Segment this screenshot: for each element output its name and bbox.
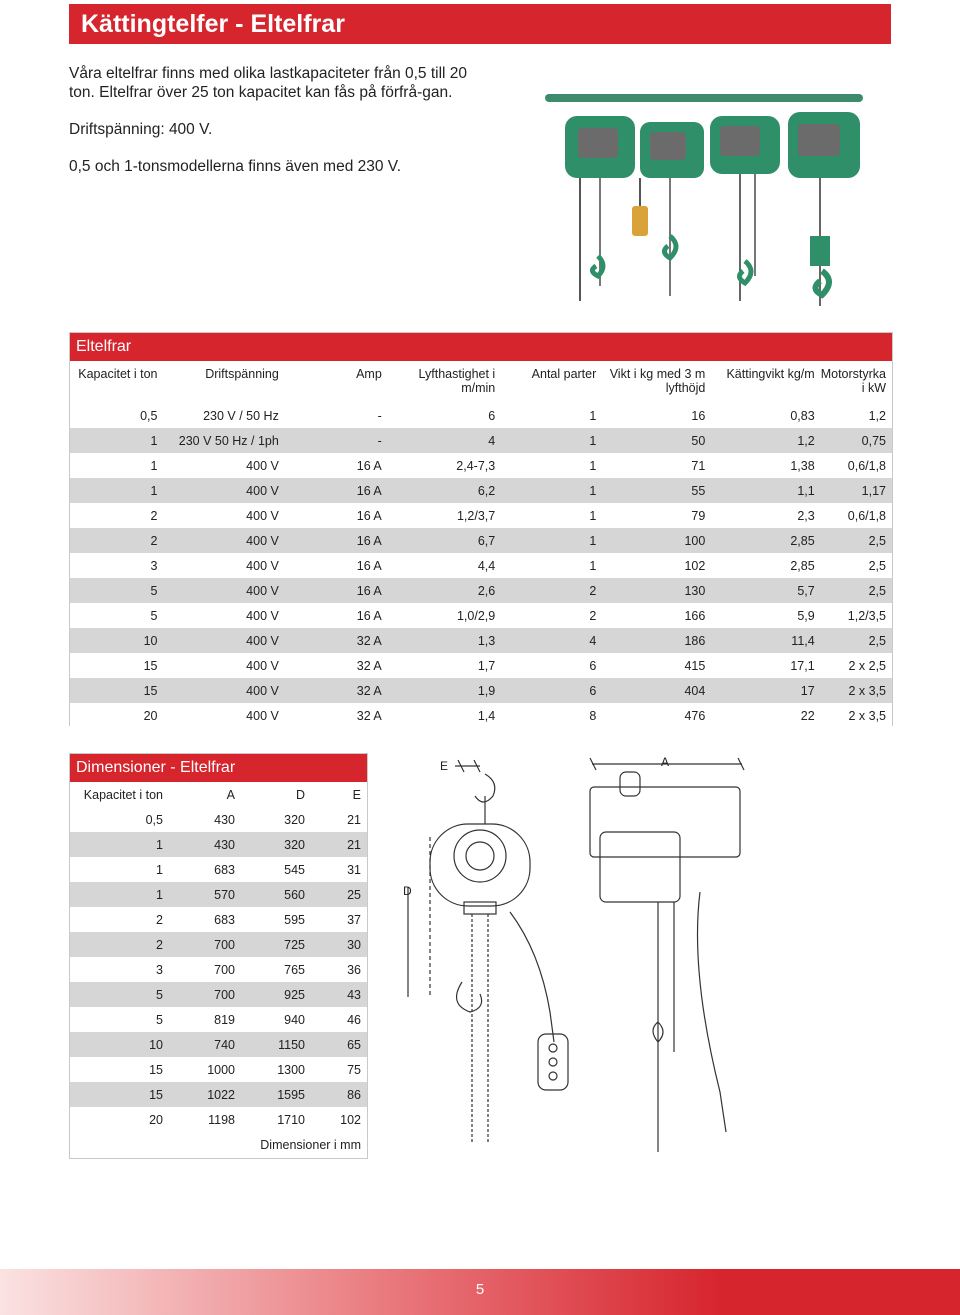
table-cell: 16 A	[285, 503, 388, 528]
hoist-row	[70, 478, 892, 503]
dims-header-a: A	[226, 787, 235, 802]
hoist-row	[70, 528, 892, 553]
table-cell: 130	[602, 578, 711, 603]
dims-row	[70, 982, 367, 1007]
table-cell: 320	[241, 832, 311, 857]
hoist-header-row	[70, 361, 892, 403]
table-cell: 186	[602, 628, 711, 653]
table-cell: 476	[602, 703, 711, 728]
hoist-row	[70, 453, 892, 478]
table-cell: 25	[311, 882, 367, 907]
label-e: E	[440, 759, 449, 773]
dims-header-row	[70, 782, 367, 807]
table-cell: 102	[602, 553, 711, 578]
table-cell: 6	[501, 653, 602, 678]
table-cell: 400 V	[163, 603, 284, 628]
table-cell: 21	[311, 807, 367, 832]
table-cell: 100	[602, 528, 711, 553]
table-cell: 5,7	[711, 578, 820, 603]
table-cell: 0,6/1,8	[821, 453, 892, 478]
table-cell: 0,75	[821, 428, 892, 453]
dims-row	[70, 857, 367, 882]
table-cell: 5	[70, 603, 163, 628]
dims-row	[70, 957, 367, 982]
hoist-row	[70, 653, 892, 678]
table-cell: 2 x 3,5	[821, 703, 892, 728]
dims-header-d: D	[295, 787, 305, 802]
table-cell: 166	[602, 603, 711, 628]
table-cell: 1,2	[711, 428, 820, 453]
table-cell: 31	[311, 857, 367, 882]
table-cell: 0,6/1,8	[821, 503, 892, 528]
table-cell: 765	[241, 957, 311, 982]
table-cell: 2,4-7,3	[388, 453, 501, 478]
table-cell: 2	[501, 578, 602, 603]
table-cell: 415	[602, 653, 711, 678]
table-cell: 1,9	[388, 678, 501, 703]
table-cell: 230 V / 50 Hz	[163, 403, 284, 428]
table-cell: 8	[501, 703, 602, 728]
table-cell: 1	[70, 832, 169, 857]
hoist-row	[70, 553, 892, 578]
table-cell: -	[285, 428, 388, 453]
dims-header-capacity: Kapacitet i ton	[83, 787, 163, 802]
table-cell: 320	[241, 807, 311, 832]
table-cell: 1	[70, 428, 163, 453]
table-cell: 570	[169, 882, 241, 907]
header-chain-weight: Kättingvikt kg/m	[726, 367, 815, 381]
table-cell: 22	[711, 703, 820, 728]
table-cell: 15	[70, 1082, 169, 1107]
table-cell: 1	[70, 882, 169, 907]
intro-paragraph-2: Driftspänning: 400 V.	[69, 121, 213, 138]
hoist-row	[70, 678, 892, 703]
table-cell: 32 A	[285, 678, 388, 703]
table-cell: 2,5	[821, 553, 892, 578]
table-cell: 6,7	[388, 528, 501, 553]
table-cell: 4	[388, 428, 501, 453]
table-cell: 925	[241, 982, 311, 1007]
table-cell: 1000	[169, 1057, 241, 1082]
table-cell: 400 V	[163, 478, 284, 503]
hoist-row	[70, 628, 892, 653]
dims-row	[70, 1007, 367, 1032]
hoist-photo	[540, 86, 865, 316]
table-cell: 404	[602, 678, 711, 703]
table-cell: 16	[602, 403, 711, 428]
hoist-table-title: Eltelfrar	[70, 333, 892, 361]
header-parts: Antal parter	[531, 367, 597, 381]
table-cell: 2	[70, 932, 169, 957]
table-cell: 1,2/3,7	[388, 503, 501, 528]
table-cell: 71	[602, 453, 711, 478]
table-cell: 400 V	[163, 528, 284, 553]
table-cell: 16 A	[285, 528, 388, 553]
table-cell: 32 A	[285, 628, 388, 653]
table-cell: 400 V	[163, 553, 284, 578]
table-cell: 5	[70, 1007, 169, 1032]
dimension-drawing	[400, 752, 760, 1162]
intro-paragraph-1: Våra eltelfrar finns med olika lastkapaciteter från 0,5 till 20 ton. Eltelfrar över 25 ton kapacitet kan fås på förfrå-gan.	[69, 65, 468, 101]
table-cell: 1	[501, 453, 602, 478]
table-cell: 1	[70, 857, 169, 882]
label-d: D	[403, 884, 412, 898]
title-bar	[69, 4, 891, 44]
header-lift-speed: Lyfthastighet i m/min	[418, 367, 496, 395]
table-cell: 3	[70, 553, 163, 578]
table-cell: -	[285, 403, 388, 428]
page-footer	[0, 1269, 960, 1315]
table-cell: 1,7	[388, 653, 501, 678]
table-cell: 1	[501, 503, 602, 528]
hoist-spec-table	[69, 332, 893, 726]
dims-row	[70, 1082, 367, 1107]
table-cell: 1,2/3,5	[821, 603, 892, 628]
table-cell: 700	[169, 957, 241, 982]
page-title: Kättingtelfer - Eltelfrar	[81, 10, 345, 38]
table-cell: 740	[169, 1032, 241, 1057]
table-cell: 1710	[241, 1107, 311, 1132]
table-cell: 30	[311, 932, 367, 957]
table-cell: 1	[70, 478, 163, 503]
header-weight: Vikt i kg med 3 m lyfthöjd	[609, 367, 706, 395]
table-cell: 400 V	[163, 628, 284, 653]
table-cell: 4,4	[388, 553, 501, 578]
table-cell: 17,1	[711, 653, 820, 678]
table-cell: 102	[311, 1107, 367, 1132]
dims-row	[70, 907, 367, 932]
table-cell: 10	[70, 1032, 169, 1057]
table-cell: 1,1	[711, 478, 820, 503]
table-cell: 683	[169, 907, 241, 932]
table-cell: 400 V	[163, 578, 284, 603]
table-cell: 1150	[241, 1032, 311, 1057]
table-cell: 75	[311, 1057, 367, 1082]
hoist-row	[70, 603, 892, 628]
table-cell: 15	[70, 653, 163, 678]
dims-row	[70, 1107, 367, 1132]
header-voltage: Driftspänning	[205, 367, 279, 381]
table-cell: 2	[501, 603, 602, 628]
table-cell: 17	[711, 678, 820, 703]
table-cell: 1,3	[388, 628, 501, 653]
dims-row	[70, 832, 367, 857]
table-cell: 6	[388, 403, 501, 428]
table-cell: 55	[602, 478, 711, 503]
table-cell: 1300	[241, 1057, 311, 1082]
table-cell: 683	[169, 857, 241, 882]
table-cell: 0,5	[70, 807, 169, 832]
table-cell: 86	[311, 1082, 367, 1107]
dims-footnote: Dimensioner i mm	[260, 1137, 361, 1152]
table-cell: 1198	[169, 1107, 241, 1132]
table-cell: 725	[241, 932, 311, 957]
table-cell: 15	[70, 678, 163, 703]
table-cell: 595	[241, 907, 311, 932]
header-motor: Motorstyrka i kW	[820, 367, 886, 395]
table-cell: 1	[501, 428, 602, 453]
table-cell: 1	[501, 528, 602, 553]
hoist-row	[70, 403, 892, 428]
intro-text	[69, 64, 489, 176]
table-cell: 16 A	[285, 478, 388, 503]
table-cell: 1	[70, 453, 163, 478]
table-cell: 50	[602, 428, 711, 453]
table-cell: 6,2	[388, 478, 501, 503]
table-cell: 2	[70, 528, 163, 553]
dims-row	[70, 1057, 367, 1082]
table-cell: 46	[311, 1007, 367, 1032]
table-cell: 36	[311, 957, 367, 982]
table-cell: 430	[169, 832, 241, 857]
header-amp: Amp	[356, 367, 382, 381]
hoist-row	[70, 578, 892, 603]
dims-table-title: Dimensioner - Eltelfrar	[70, 754, 367, 782]
page-number: 5	[475, 1281, 485, 1298]
table-cell: 43	[311, 982, 367, 1007]
table-cell: 16 A	[285, 453, 388, 478]
table-cell: 11,4	[711, 628, 820, 653]
table-cell: 1,38	[711, 453, 820, 478]
table-cell: 2	[70, 907, 169, 932]
table-cell: 6	[501, 678, 602, 703]
dims-row	[70, 882, 367, 907]
table-cell: 65	[311, 1032, 367, 1057]
table-cell: 700	[169, 932, 241, 957]
table-cell: 560	[241, 882, 311, 907]
hoist-row	[70, 428, 892, 453]
table-cell: 2,5	[821, 528, 892, 553]
label-a: A	[661, 755, 670, 769]
table-cell: 10	[70, 628, 163, 653]
table-cell: 1595	[241, 1082, 311, 1107]
table-cell: 940	[241, 1007, 311, 1032]
table-cell: 0,5	[70, 403, 163, 428]
hoist-row	[70, 703, 892, 728]
table-cell: 2 x 2,5	[821, 653, 892, 678]
dims-row	[70, 932, 367, 957]
table-cell: 16 A	[285, 603, 388, 628]
hoist-row	[70, 503, 892, 528]
table-cell: 1,4	[388, 703, 501, 728]
table-cell: 400 V	[163, 453, 284, 478]
table-cell: 2,5	[821, 578, 892, 603]
table-cell: 1	[501, 553, 602, 578]
table-cell: 400 V	[163, 703, 284, 728]
table-cell: 2	[70, 503, 163, 528]
table-cell: 2,85	[711, 528, 820, 553]
table-cell: 15	[70, 1057, 169, 1082]
table-cell: 545	[241, 857, 311, 882]
table-cell: 1,17	[821, 478, 892, 503]
dimensions-table	[69, 753, 368, 1159]
table-cell: 4	[501, 628, 602, 653]
table-cell: 20	[70, 703, 163, 728]
table-cell: 5,9	[711, 603, 820, 628]
table-cell: 700	[169, 982, 241, 1007]
table-cell: 2,85	[711, 553, 820, 578]
header-capacity: Kapacitet i ton	[78, 367, 158, 381]
table-cell: 2 x 3,5	[821, 678, 892, 703]
table-cell: 400 V	[163, 678, 284, 703]
dims-row	[70, 807, 367, 832]
table-cell: 79	[602, 503, 711, 528]
table-cell: 32 A	[285, 653, 388, 678]
table-cell: 37	[311, 907, 367, 932]
table-cell: 400 V	[163, 503, 284, 528]
table-cell: 16 A	[285, 578, 388, 603]
table-cell: 230 V 50 Hz / 1ph	[163, 428, 284, 453]
table-cell: 430	[169, 807, 241, 832]
table-cell: 20	[70, 1107, 169, 1132]
table-cell: 2,3	[711, 503, 820, 528]
table-cell: 1	[501, 478, 602, 503]
table-cell: 3	[70, 957, 169, 982]
table-cell: 2,6	[388, 578, 501, 603]
dims-header-e: E	[352, 787, 361, 802]
table-cell: 1	[501, 403, 602, 428]
table-cell: 5	[70, 578, 163, 603]
table-cell: 16 A	[285, 553, 388, 578]
table-cell: 32 A	[285, 703, 388, 728]
intro-paragraph-3: 0,5 och 1-tonsmodellerna finns även med 230 V.	[69, 158, 402, 175]
table-cell: 1,0/2,9	[388, 603, 501, 628]
table-cell: 5	[70, 982, 169, 1007]
table-cell: 21	[311, 832, 367, 857]
dims-row	[70, 1032, 367, 1057]
table-cell: 819	[169, 1007, 241, 1032]
table-cell: 1022	[169, 1082, 241, 1107]
dims-footnote-row	[70, 1132, 367, 1157]
table-cell: 0,83	[711, 403, 820, 428]
table-cell: 2,5	[821, 628, 892, 653]
table-cell: 400 V	[163, 653, 284, 678]
table-cell: 1,2	[821, 403, 892, 428]
